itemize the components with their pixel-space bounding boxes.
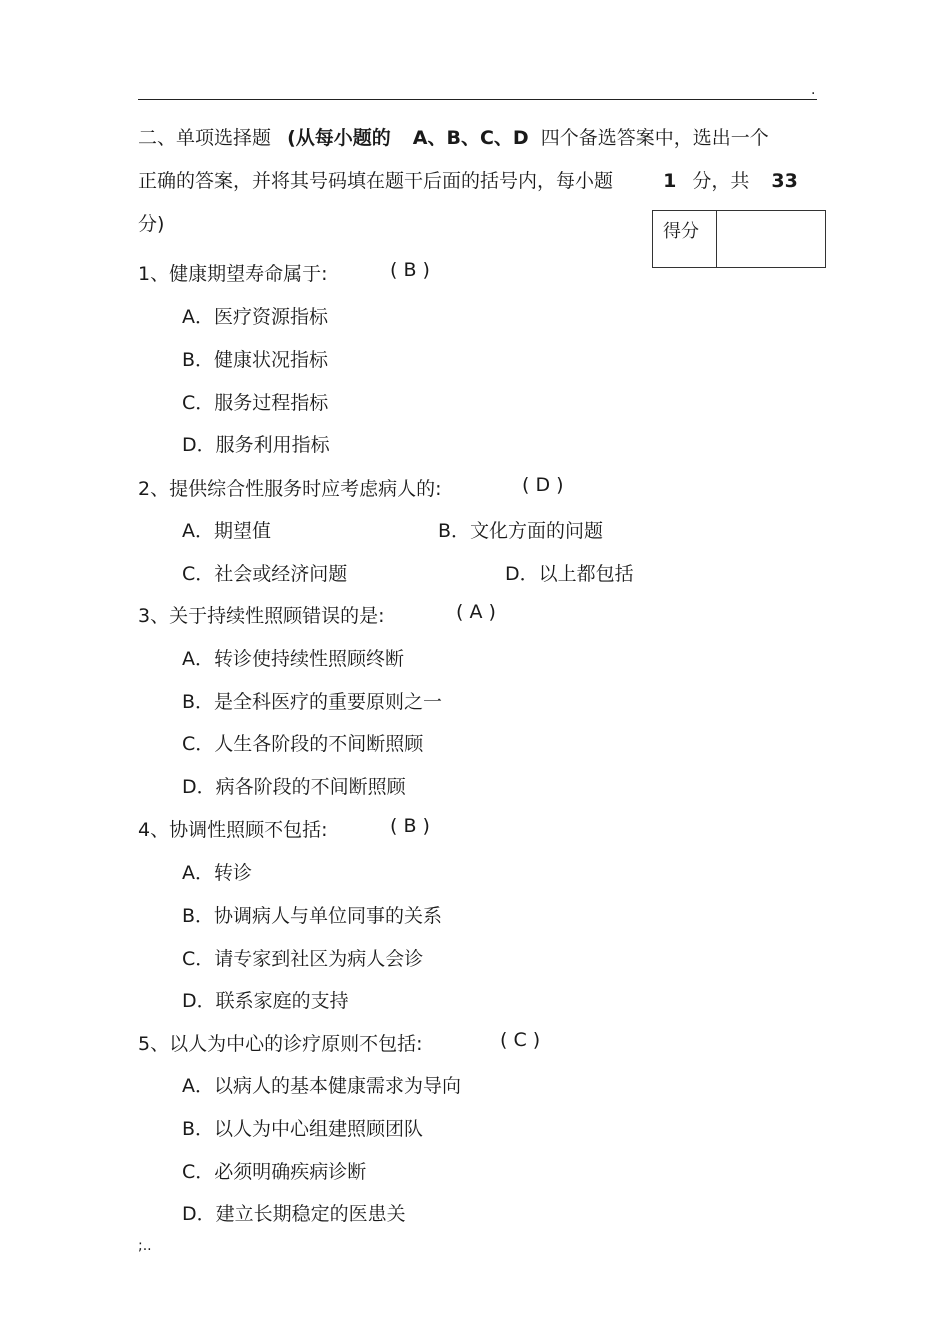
question-5-answer: ( C ) xyxy=(500,1029,541,1051)
total-points: 33 xyxy=(771,170,798,192)
section-title: 二、单项选择题 xyxy=(138,127,272,149)
question-1-option-b: B．健康状况指标 xyxy=(182,349,329,371)
question-5-option-d: D．建立长期稳定的医患关 xyxy=(182,1203,406,1225)
section-title-line-1 xyxy=(138,123,769,150)
question-1-answer: ( B ) xyxy=(390,259,430,281)
section-title-line-2 xyxy=(138,166,798,193)
question-2-option-d: D．以上都包括 xyxy=(505,563,634,585)
question-4-option-d: D．联系家庭的支持 xyxy=(182,990,349,1012)
section-instruction-part: 四个备选答案中，选出一个 xyxy=(540,127,769,149)
question-2-stem: 2、提供综合性服务时应考虑病人的: xyxy=(138,478,442,500)
question-2-option-c: C．社会或经济问题 xyxy=(182,563,348,585)
question-3-option-c: C．人生各阶段的不间断照顾 xyxy=(182,733,424,755)
question-4-option-a: A．转诊 xyxy=(182,862,252,884)
question-4-answer: ( B ) xyxy=(390,815,430,837)
question-3-stem: 3、关于持续性照顾错误的是: xyxy=(138,605,385,627)
question-3-option-d: D．病各阶段的不间断照顾 xyxy=(182,776,406,798)
question-5-option-b: B．以人为中心组建照顾团队 xyxy=(182,1118,424,1140)
score-label: 得分 xyxy=(653,211,717,267)
section-title-line-3: 分) xyxy=(138,213,165,235)
score-box xyxy=(652,210,826,268)
question-1-option-c: C．服务过程指标 xyxy=(182,392,329,414)
header-mark: . xyxy=(811,82,816,98)
section-total-label: 分，共 xyxy=(692,170,750,192)
question-1-option-d: D．服务利用指标 xyxy=(182,434,330,456)
question-4-option-b: B．协调病人与单位同事的关系 xyxy=(182,905,443,927)
question-2-option-b: B．文化方面的问题 xyxy=(438,520,604,542)
question-3-option-b: B．是全科医疗的重要原则之一 xyxy=(182,691,443,713)
question-2-answer: ( D ) xyxy=(522,474,564,496)
question-4-stem: 4、协调性照顾不包括: xyxy=(138,819,328,841)
points-per-question: 1 xyxy=(663,170,677,192)
question-3-option-a: A．转诊使持续性照顾终断 xyxy=(182,648,404,670)
section-instruction-open: (从每小题的 xyxy=(287,127,391,149)
footer-mark: ;.. xyxy=(138,1238,152,1254)
question-4-option-c: C．请专家到社区为病人会诊 xyxy=(182,948,424,970)
question-5-option-a: A．以病人的基本健康需求为导向 xyxy=(182,1075,461,1097)
header-rule xyxy=(138,99,817,100)
question-5-option-c: C．必须明确疾病诊断 xyxy=(182,1161,367,1183)
question-5-stem: 5、以人为中心的诊疗原则不包括: xyxy=(138,1033,423,1055)
question-1-option-a: A．医疗资源指标 xyxy=(182,306,328,328)
question-1-stem: 1、健康期望寿命属于: xyxy=(138,263,328,285)
score-value[interactable] xyxy=(717,211,825,267)
section-option-letters: A、B、C、D xyxy=(412,127,529,149)
section-instruction-text: 正确的答案，并将其号码填在题干后面的括号内，每小题 xyxy=(138,170,614,192)
question-3-answer: ( A ) xyxy=(456,601,496,623)
question-2-option-a: A．期望值 xyxy=(182,520,271,542)
